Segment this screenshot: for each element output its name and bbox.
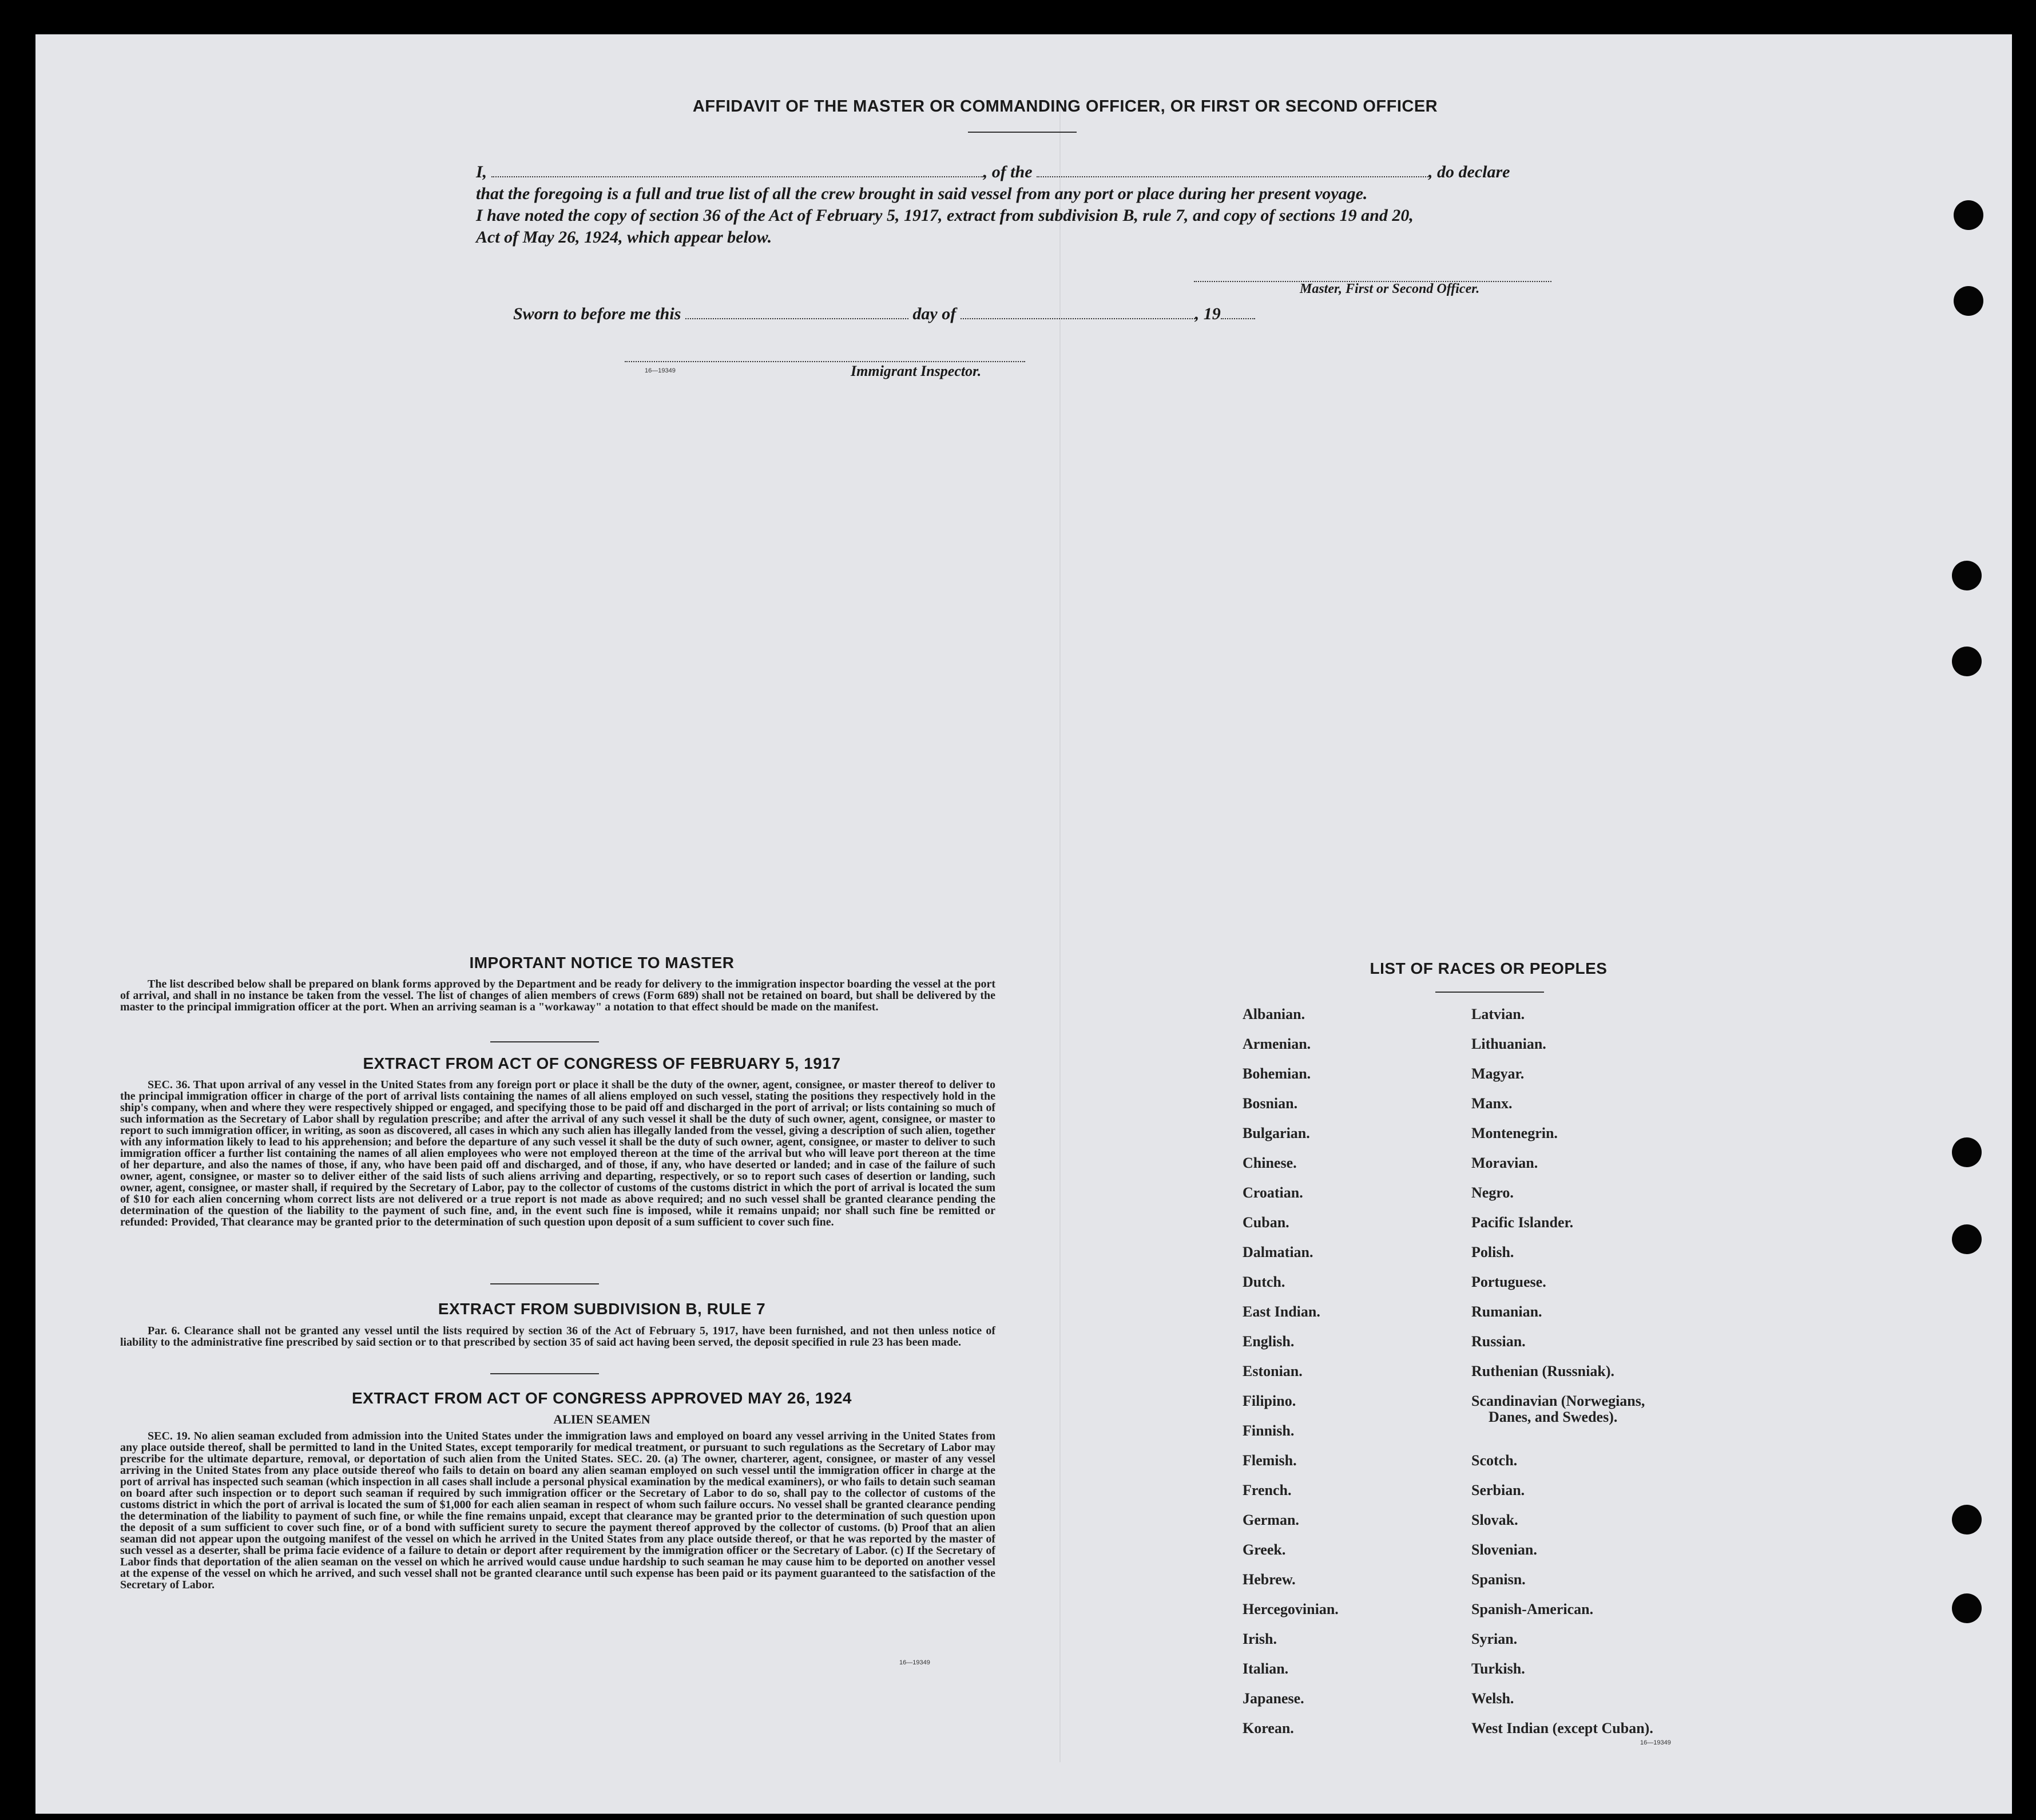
sworn-day-blank[interactable]: [685, 318, 908, 319]
races-form-number: 16—19349: [1640, 1739, 1671, 1746]
race-item: Russian.: [1471, 1333, 1526, 1350]
race-item: Chinese.: [1243, 1155, 1297, 1171]
race-item: Albanian.: [1243, 1006, 1305, 1022]
race-item: Dutch.: [1243, 1274, 1285, 1290]
race-item: Magyar.: [1471, 1065, 1525, 1082]
punch-hole: [1952, 1593, 1982, 1623]
race-item: Armenian.: [1243, 1036, 1311, 1052]
race-item: Finnish.: [1243, 1422, 1295, 1439]
race-item: Hebrew.: [1243, 1571, 1296, 1588]
extract-1924-subtitle: ALIEN SEAMEN: [553, 1412, 650, 1426]
race-item: Spanisn.: [1471, 1571, 1526, 1588]
extract-1924-text: SEC. 19. No alien seaman excluded from admission into the United States under the immigration laws and employed on board any vessel arriving in the United States from any place outside thereof, shall be permitted to land in the United States, except temporarily for medical treatment, or pursuant to such regulations as the Secretary of Labor may prescribe for the ultimate departure, removal, or deportation of such alien from the United States. SEC. 20. (a) The owner, charterer, agent, consignee, or master of any vessel arriving in the United States from any place outside thereof who fails to detain on board any alien seaman employed on such vessel until the immigration officer in charge at the port of arrival has inspected such seaman (which inspection in all cases shall include a personal physical examination by the medical examiners), or who fails to detain such seaman on board after such inspection or to deport such seaman if required by such immigration officer or the Secretary of Labor to do so, shall pay to the collector of customs of the customs district in which the port of arrival is located the sum of $1,000 for each alien seaman in respect of whom such failure occurs. No vessel shall be granted clearance pending the determination of the liability to payment of such fine, or while the fine remains unpaid, except that clearance may be granted prior to the determination of such question upon the deposit of a sum sufficient to cover such fine, or of a bond with sufficient surety to secure the payment thereof approved by the collector of customs. (b) Proof that an alien seaman did not appear upon the outgoing manifest of the vessel on which he arrived in the United States from any place outside thereof, or that he was reported by the master of such vessel as a deserter, shall be prima facie evidence of a failure to detain or deport after requirement by the immigration officer or the Secretary of Labor. (c) If the Secretary of Labor finds that deportation of the alien seaman on the vessel on which he arrived would cause undue hardship to such seaman he may cause him to be deported on another vessel at the expense of the vessel on which he arrived, and such vessel shall not be granted clearance until such expense has been paid or its payment guaranteed to the satisfaction of the Secretary of Labor.: [120, 1430, 995, 1591]
affidavit-line-1: [476, 161, 1626, 183]
race-item: Korean.: [1243, 1720, 1294, 1736]
race-item: Ruthenian (Russniak).: [1471, 1363, 1614, 1379]
sworn-text: Sworn to before me this: [513, 304, 681, 323]
punch-hole: [1952, 1505, 1982, 1534]
race-item: English.: [1243, 1333, 1295, 1350]
race-item: Lithuanian.: [1471, 1036, 1546, 1052]
race-item: Welsh.: [1471, 1690, 1514, 1707]
race-item: Bosnian.: [1243, 1095, 1298, 1112]
extract-1917-rule: [490, 1283, 599, 1284]
race-item: Spanish-American.: [1471, 1601, 1594, 1617]
race-item: Polish.: [1471, 1244, 1514, 1260]
race-item: Irish.: [1243, 1631, 1277, 1647]
race-item: Estonian.: [1243, 1363, 1303, 1379]
day-of-text: day of: [912, 304, 957, 323]
affidavit-title: AFFIDAVIT OF THE MASTER OR COMMANDING OFFICER, OR FIRST OR SECOND OFFICER: [692, 97, 1438, 116]
sworn-line: [513, 304, 1255, 324]
punch-hole: [1952, 647, 1982, 676]
race-item: Manx.: [1471, 1095, 1513, 1112]
race-item: Scandinavian (Norwegians,: [1471, 1393, 1645, 1409]
affidavit-i: I,: [476, 162, 487, 181]
race-item: Turkish.: [1471, 1660, 1525, 1677]
race-item: Hercegovinian.: [1243, 1601, 1339, 1617]
inspector-caption: Immigrant Inspector.: [851, 363, 982, 379]
inspector-signature-line[interactable]: [625, 360, 1025, 362]
extract-1917-title: EXTRACT FROM ACT OF CONGRESS OF FEBRUARY 5, 1917: [363, 1054, 841, 1072]
race-item: Flemish.: [1243, 1452, 1297, 1469]
affidavit-statement: [476, 161, 1626, 248]
races-title-rule: [1435, 992, 1544, 993]
affidavit-line-4: Act of May 26, 1924, which appear below.: [476, 228, 772, 247]
punch-hole: [1952, 1137, 1982, 1167]
race-item: Slovak.: [1471, 1512, 1518, 1528]
race-item: Greek.: [1243, 1541, 1286, 1558]
race-item: Bohemian.: [1243, 1065, 1311, 1082]
race-item: Latvian.: [1471, 1006, 1525, 1022]
race-item: Moravian.: [1471, 1155, 1538, 1171]
race-item: Filipino.: [1243, 1393, 1296, 1409]
affidavit-form-number: 16—19349: [645, 367, 676, 374]
race-item: German.: [1243, 1512, 1299, 1528]
sworn-month-blank[interactable]: [961, 318, 1195, 319]
race-item: Cuban.: [1243, 1214, 1289, 1231]
page-fold: [1059, 103, 1061, 1762]
rule-7-text: Par. 6. Clearance shall not be granted any vessel until the lists required by section 36 of the Act of February 5, 1917, have been furnished, and not then unless notice of liability to the administrative fine prescribed by said section or to that prescribed by section 35 of said act having been served, the deposit specified in rule 23 has been made.: [120, 1325, 995, 1349]
race-item: Slovenian.: [1471, 1541, 1537, 1558]
notice-text: The list described below shall be prepared on blank forms approved by the Department and be ready for delivery to the immigration inspector boarding the vessel at the port of arrival, and shall in no instance be taken from the vessel. The list of changes of alien members of crews (Form 689) shall not be retained on board, but shall be delivered by the master to the principal immigration officer at the port. When an arriving seaman is a "workaway" a notation to that effect should be made on the manifest.: [120, 978, 995, 1013]
rule-7-title: EXTRACT FROM SUBDIVISION B, RULE 7: [438, 1300, 766, 1318]
officer-caption: Master, First or Second Officer.: [1300, 281, 1480, 296]
race-item: Croatian.: [1243, 1184, 1303, 1201]
vessel-blank[interactable]: [1037, 176, 1428, 177]
race-item: Negro.: [1471, 1184, 1514, 1201]
race-item: French.: [1243, 1482, 1292, 1498]
punch-hole: [1952, 1224, 1982, 1254]
notice-rule: [490, 1041, 599, 1042]
affidavit-of-the: , of the: [983, 162, 1033, 181]
document-sheet: [35, 34, 2012, 1814]
race-item: East Indian.: [1243, 1303, 1320, 1320]
race-item: Pacific Islander.: [1471, 1214, 1574, 1231]
race-item: Montenegrin.: [1471, 1125, 1558, 1141]
race-item: Syrian.: [1471, 1631, 1518, 1647]
affidavit-line-2: that the foregoing is a full and true list of all the crew brought in said vessel from any port or place during her present voyage.: [476, 184, 1368, 203]
punch-hole: [1952, 561, 1982, 590]
extract-1924-form-number: 16—19349: [899, 1659, 930, 1666]
year-prefix: , 19: [1194, 304, 1221, 323]
race-item: Japanese.: [1243, 1690, 1304, 1707]
rule-7-rule: [490, 1373, 599, 1374]
race-item: Portuguese.: [1471, 1274, 1546, 1290]
extract-1917-text: SEC. 36. That upon arrival of any vessel in the United States from any foreign port or place it shall be the duty of the owner, agent, consignee, or master thereof to deliver to the principal immigration officer in charge of the port of arrival lists containing the names of all aliens employed on such vessel, stating the positions they respectively hold in the ship's company, when and where they were respectively shipped or engaged, and specifying those to be paid off and discharged in the port of arrival; or lists containing so much of such information as the Secretary of Labor shall by regulation prescribe; and after the arrival of any such vessel it shall be the duty of such owner, agent, consignee, or master to report to such immigration officer, in writing, as soon as discovered, all cases in which any such alien has illegally landed from the vessel, giving a description of such alien, together with any information likely to lead to his apprehension; and before the departure of any such vessel it shall be the duty of such owner, agent, consignee, or master to deliver to such immigration officer a further list containing the names of all alien employees who were not employed thereon at the time of the arrival but who will leave port thereon at the time of her departure, and also the names of those, if any, who have been paid off and discharged, and of those, if any, who have deserted or landed; and in case of the failure of such owner, agent, consignee, or master so to deliver either of the said lists of such aliens arriving and departing, respectively, or so to report such cases of desertion or landing, such owner, agent, consignee, or master shall, if required by the Secretary of Labor, pay to the collector of customs of the customs district in which the port of arrival is located the sum of $10 for each alien concerning whom correct lists are not delivered or a true report is not made as above required; and no such vessel shall be granted clearance pending the determination of the question of the liability to the payment of such fine, and, in the event such fine is imposed, while it remains unpaid; nor shall such fine be remitted or refunded: Provided, That clearance may be granted prior to the determination of such question upon deposit of a sum sufficient to cover such fine.: [120, 1078, 995, 1228]
year-blank[interactable]: [1221, 318, 1255, 319]
punch-hole: [1954, 200, 1983, 230]
race-item: Serbian.: [1471, 1482, 1525, 1498]
affidavit-line-3: I have noted the copy of section 36 of the Act of February 5, 1917, extract from subdivision B, rule 7, and copy of sections 19 and 20,: [476, 206, 1414, 225]
race-item: West Indian (except Cuban).: [1471, 1720, 1653, 1736]
punch-hole: [1954, 286, 1983, 316]
races-title: LIST OF RACES OR PEOPLES: [1370, 959, 1608, 977]
race-item: Dalmatian.: [1243, 1244, 1313, 1260]
race-item: Italian.: [1243, 1660, 1289, 1677]
race-item: Bulgarian.: [1243, 1125, 1310, 1141]
name-blank[interactable]: [491, 176, 983, 177]
extract-1924-title: EXTRACT FROM ACT OF CONGRESS APPROVED MAY 26, 1924: [352, 1389, 852, 1407]
notice-title: IMPORTANT NOTICE TO MASTER: [469, 954, 735, 972]
race-item: Rumanian.: [1471, 1303, 1542, 1320]
race-item: Scotch.: [1471, 1452, 1518, 1469]
race-item-continuation: Danes, and Swedes).: [1489, 1409, 1618, 1425]
affidavit-declare: , do declare: [1428, 162, 1510, 181]
affidavit-title-rule: [968, 132, 1077, 133]
